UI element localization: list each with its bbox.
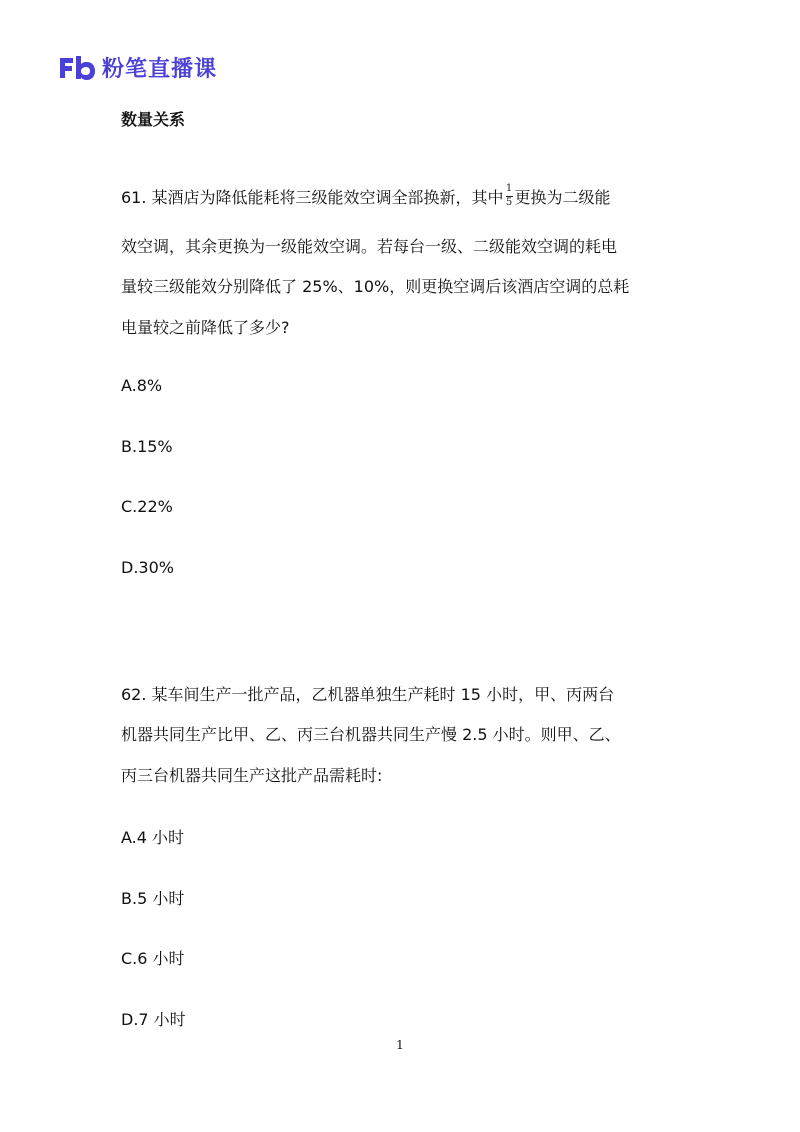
question-61-text-end: 更换为二级能 bbox=[514, 188, 611, 207]
brand-name: 粉笔直播课 bbox=[102, 56, 218, 82]
question-62-option-d: D.7 小时 bbox=[121, 1010, 186, 1029]
question-61-text-start: 61. 某酒店为降低能耗将三级能效空调全部换新，其中 bbox=[121, 188, 504, 207]
question-61-option-c: C.22% bbox=[121, 497, 173, 516]
fraction-numerator: 1 bbox=[505, 183, 513, 194]
fenbi-logo-icon bbox=[58, 54, 96, 80]
question-62-line-2: 机器共同生产比甲、乙、丙三台机器共同生产慢 2.5 小时。则甲、乙、 bbox=[121, 725, 621, 744]
question-62-option-a: A.4 小时 bbox=[121, 828, 185, 847]
brand-logo bbox=[58, 50, 217, 84]
fraction-denominator: 5 bbox=[505, 197, 513, 208]
question-62-option-b: B.5 小时 bbox=[121, 889, 185, 908]
question-61-line-3: 量较三级能效分别降低了 25%、10%，则更换空调后该酒店空调的总耗 bbox=[121, 277, 630, 296]
fraction-one-fifth bbox=[505, 183, 513, 208]
question-61-line-2: 效空调，其余更换为一级能效空调。若每台一级、二级能效空调的耗电 bbox=[121, 237, 618, 256]
question-61-line-4: 电量较之前降低了多少? bbox=[121, 318, 290, 337]
question-61-option-b: B.15% bbox=[121, 437, 173, 456]
question-61-option-d: D.30% bbox=[121, 558, 174, 577]
question-62-line-3: 丙三台机器共同生产这批产品需耗时: bbox=[121, 766, 383, 785]
section-title: 数量关系 bbox=[121, 110, 186, 129]
question-61-line-1 bbox=[121, 185, 611, 208]
question-62-option-c: C.6 小时 bbox=[121, 949, 185, 968]
question-61-option-a: A.8% bbox=[121, 376, 163, 395]
page-number: 1 bbox=[396, 1038, 404, 1052]
question-62-line-1: 62. 某车间生产一批产品，乙机器单独生产耗时 15 小时，甲、丙两台 bbox=[121, 685, 615, 704]
